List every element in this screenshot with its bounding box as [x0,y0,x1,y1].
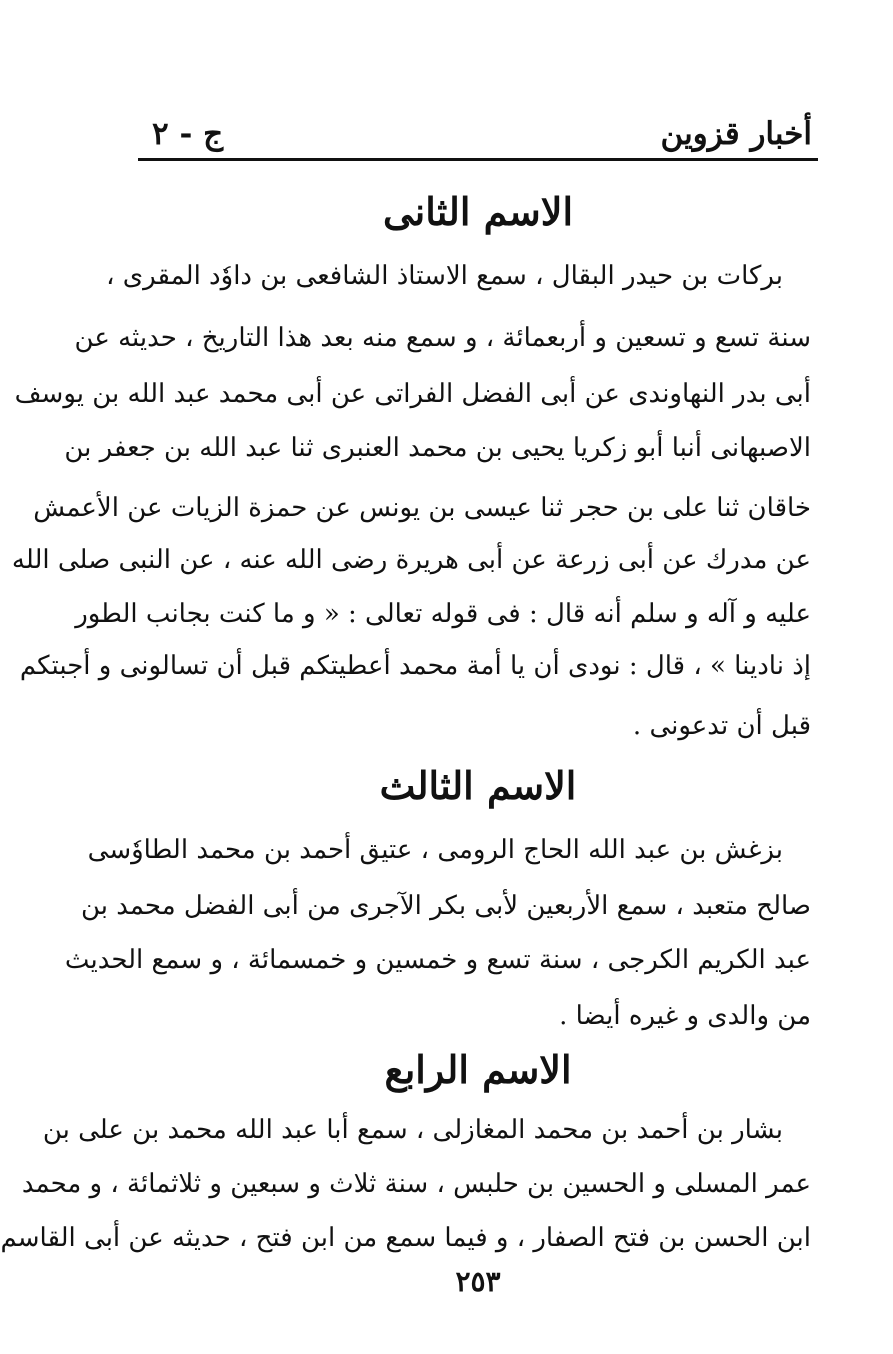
text-line: بزغش بن عبد الله الحاج الرومى ، عتيق أحمد بن محمد الطاوٗسى [87,835,783,865]
text-line: أبى بدر النهاوندى عن أبى الفضل الفراتى عن أبى محمد عبد الله بن يوسف [14,379,811,409]
section-heading: الاسم الرابع [384,1047,572,1092]
text-line: قبل أن تدعونى . [632,711,811,741]
text-line: عمر المسلى و الحسين بن حلبس ، سنة ثلاث و سبعين و ثلاثمائة ، و محمد [21,1169,811,1199]
page-number: ٢٥٣ [455,1265,501,1298]
text-line: من والدى و غيره أيضا . [559,1001,811,1031]
text-line: صالح متعبد ، سمع الأربعين لأبى بكر الآجرى من أبى الفضل محمد بن [80,891,811,921]
text-line: بشار بن أحمد بن محمد المغازلى ، سمع أبا عبد الله محمد بن على بن [42,1115,783,1145]
running-title: أخبار قزوين [660,116,812,152]
text-line: عبد الكريم الكرجى ، سنة تسع و خمسين و خمسمائة ، و سمع الحديث [64,945,811,975]
text-line: بركات بن حيدر البقال ، سمع الاستاذ الشافعى بن داوٗد المقرى ، [106,261,783,291]
page-header [138,112,818,161]
section-heading: الاسم الثالث [379,763,577,808]
text-line: ابن الحسن بن فتح الصفار ، و فيما سمع من ابن فتح ، حديثه عن أبى القاسم [0,1223,811,1253]
volume-label: ج - ٢ [152,116,224,152]
text-line: خاقان ثنا على بن حجر ثنا عيسى بن يونس عن حمزة الزيات عن الأعمش [33,493,811,523]
text-line: سنة تسع و تسعين و أربعمائة ، و سمع منه بعد هذا التاريخ ، حديثه عن [74,323,811,353]
text-line: عليه و آله و سلم أنه قال : فى قوله تعالى : « و ما كنت بجانب الطور [75,599,811,629]
text-line: إذ نادينا » ، قال : نودى أن يا أمة محمد أعطيتكم قبل أن تسالونى و أجبتكم [19,651,811,681]
text-line: عن مدرك عن أبى زرعة عن أبى هريرة رضى الله عنه ، عن النبى صلى الله [11,545,811,575]
section-heading: الاسم الثانى [382,189,574,234]
text-line: الاصبهانى أنبا أبو زكريا يحيى بن محمد العنبرى ثنا عبد الله بن جعفر بن [64,433,811,463]
